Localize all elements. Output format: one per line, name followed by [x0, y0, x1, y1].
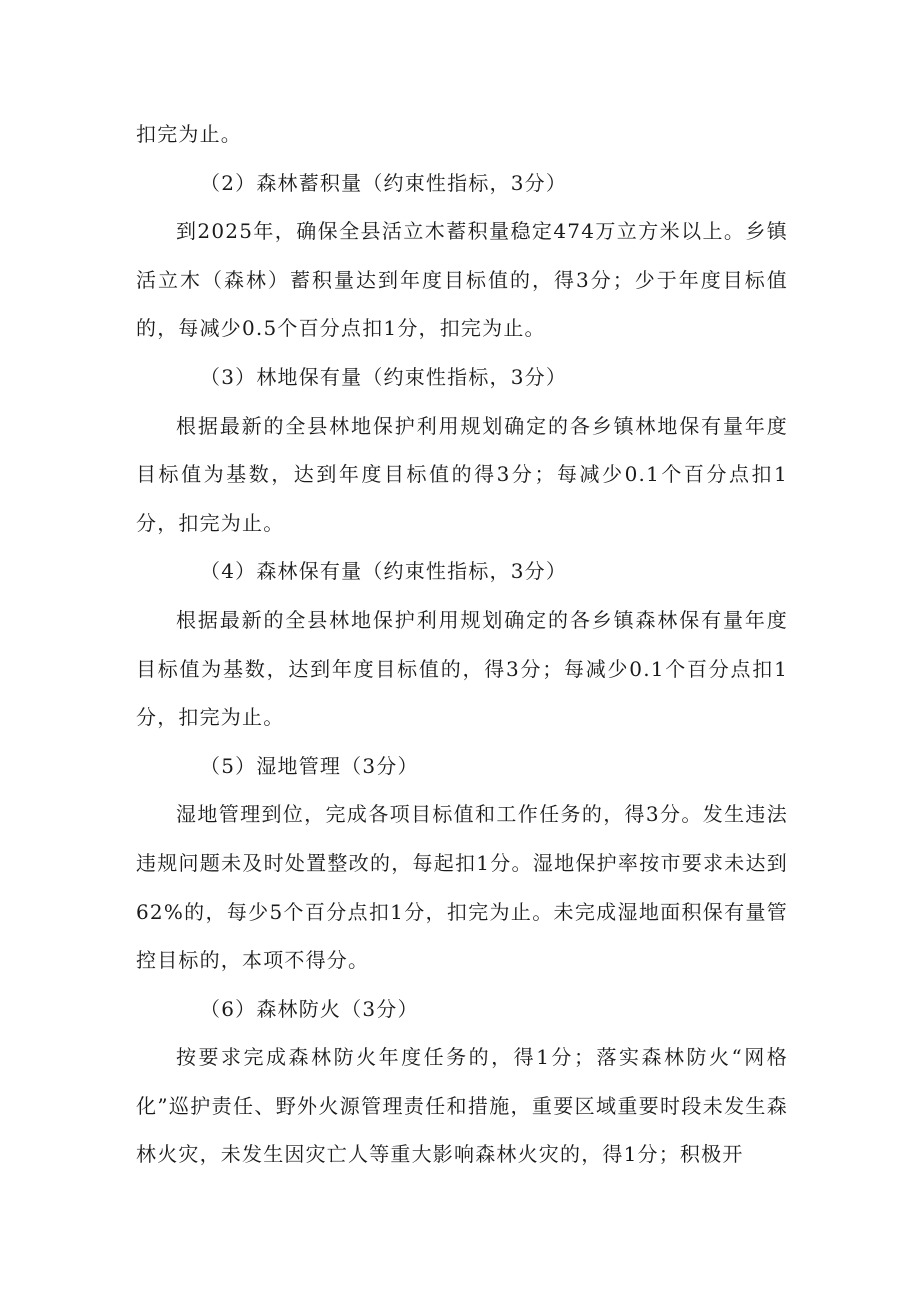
paragraph-forest-retention: 根据最新的全县林地保护利用规划确定的各乡镇森林保有量年度目标值为基数，达到年度目标值的，得3分；每减少0.1个百分点扣1分，扣完为止。 [136, 607, 788, 730]
section-heading-woodland-retention: （3）林地保有量（约束性指标，3分） [200, 364, 568, 389]
section-heading-forest-retention: （4）森林保有量（约束性指标，3分） [200, 559, 568, 584]
paragraph-woodland-retention: 根据最新的全县林地保护利用规划确定的各乡镇林地保有量年度目标值为基数，达到年度目标值的得3分；每减少0.1个百分点扣1分，扣完为止。 [136, 413, 788, 535]
section-heading-forest-stock: （2）森林蓄积量（约束性指标，3分） [200, 170, 568, 195]
paragraph-forest-stock: 到2025年，确保全县活立木蓄积量稳定474万立方米以上。乡镇活立木（森林）蓄积量达到年度目标值的，得3分；少于年度目标值的，每减少0.5个百分点扣1分，扣完为止。 [136, 219, 788, 341]
paragraph-wetland-management: 湿地管理到位，完成各项目标值和工作任务的，得3分。发生违法违规问题未及时处置整改的，每起扣1分。湿地保护率按市要求未达到62%的，每少5个百分点扣1分，扣完为止。未完成湿地面积保有量管控目标的，本项不得分。 [136, 802, 788, 973]
document-body [136, 110, 788, 1179]
section-heading-wetland-management: （5）湿地管理（3分） [200, 753, 419, 778]
paragraph-continuation: 扣完为止。 [136, 122, 242, 146]
section-heading-forest-fire: （6）森林防火（3分） [200, 996, 419, 1021]
paragraph-forest-fire: 按要求完成森林防火年度任务的，得1分；落实森林防火“网格化”巡护责任、野外火源管理责任和措施，重要区域重要时段未发生森林火灾，未发生因灾亡人等重大影响森林火灾的，得1分；积极开 [136, 1045, 788, 1167]
